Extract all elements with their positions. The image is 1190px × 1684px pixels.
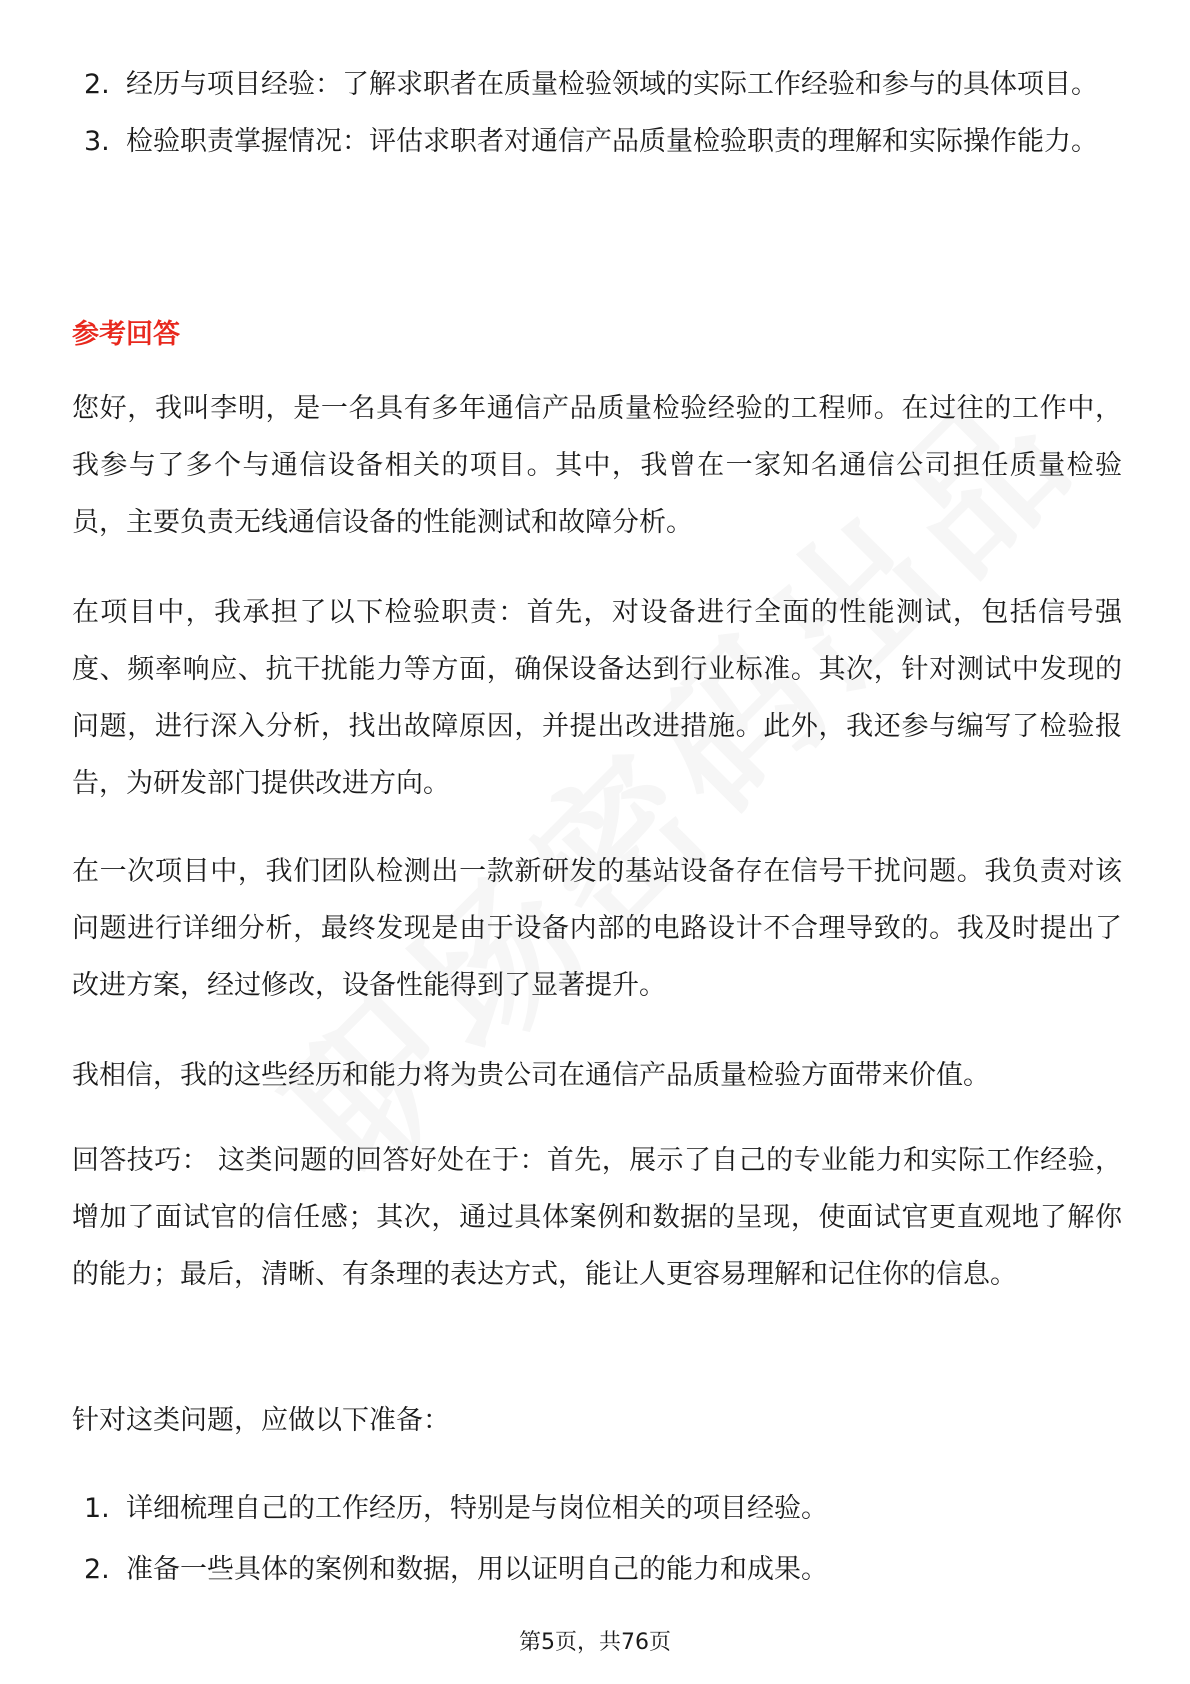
list-text: 详细梳理自己的工作经历，特别是与岗位相关的项目经验。 — [126, 1493, 828, 1524]
paragraph: 在一次项目中，我们团队检测出一款新研发的基站设备存在信号干扰问题。我负责对该问题进行详细分析，最终发现是由于设备内部的电路设计不合理导致的。我及时提出了改进方案，经过修改，设备性能得到了显著提升。 — [72, 856, 1122, 1001]
paragraph: 我相信，我的这些经历和能力将为贵公司在通信产品质量检验方面带来价值。 — [72, 1060, 990, 1091]
list-item — [72, 1480, 1122, 1537]
intro-list — [72, 56, 1122, 170]
list-text: 经历与项目经验：了解求职者在质量检验领域的实际工作经验和参与的具体项目。 — [126, 69, 1098, 100]
paragraph: 在项目中，我承担了以下检验职责：首先，对设备进行全面的性能测试，包括信号强度、频率响应、抗干扰能力等方面，确保设备达到行业标准。其次，针对测试中发现的问题，进行深入分析，找出故障原因，并提出改进措施。此外，我还参与编写了检验报告，为研发部门提供改进方向。 — [72, 597, 1122, 799]
paragraph: 您好，我叫李明，是一名具有多年通信产品质量检验经验的工程师。在过往的工作中，我参与了多个与通信设备相关的项目。其中，我曾在一家知名通信公司担任质量检验员，主要负责无线通信设备的性能测试和故障分析。 — [72, 393, 1122, 538]
answer-tips-paragraph: 回答技巧： 这类问题的回答好处在于：首先，展示了自己的专业能力和实际工作经验，增加了面试官的信任感；其次，通过具体案例和数据的呈现，使面试官更直观地了解你的能力；最后，清晰、有条理的表达方式，能让人更容易理解和记住你的信息。 — [72, 1145, 1122, 1290]
list-item — [72, 113, 1122, 170]
list-number: 2. — [84, 1554, 110, 1585]
list-item — [72, 56, 1122, 113]
section-heading: 参考回答 — [72, 319, 180, 350]
page-footer: 第5页，共76页 — [519, 1630, 671, 1655]
paragraph: 针对这类问题，应做以下准备： — [72, 1405, 450, 1436]
list-text: 准备一些具体的案例和数据，用以证明自己的能力和成果。 — [126, 1554, 828, 1585]
list-number: 3. — [84, 126, 110, 157]
list-number: 2. — [84, 69, 110, 100]
prep-list — [72, 1480, 1122, 1602]
list-text: 检验职责掌握情况：评估求职者对通信产品质量检验职责的理解和实际操作能力。 — [126, 126, 1098, 157]
list-item — [72, 1541, 1122, 1598]
list-number: 1. — [84, 1493, 110, 1524]
